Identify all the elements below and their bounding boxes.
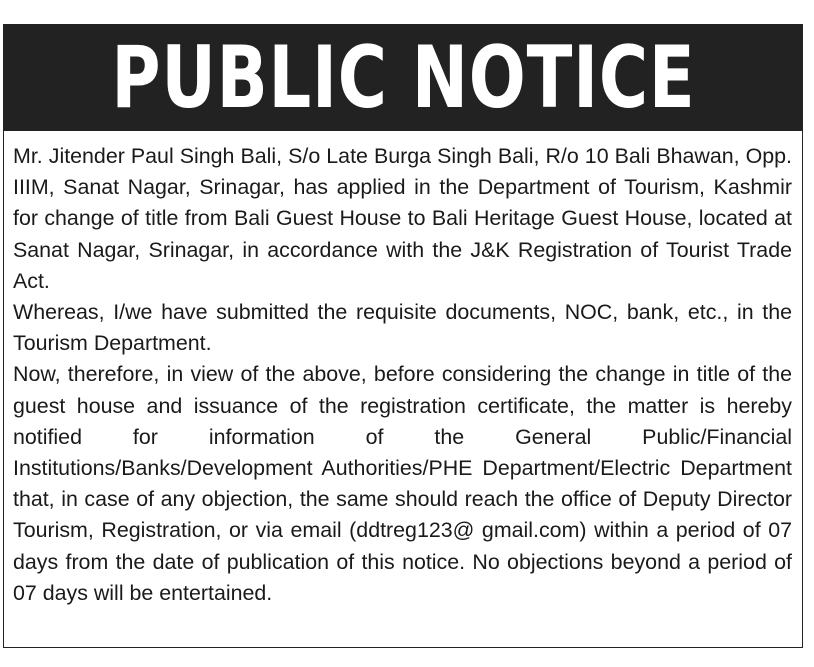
notice-paragraph-applicant: Mr. Jitender Paul Singh Bali, S/o Late Burga Singh Bali, R/o 10 Bali Bhawan, Opp. IIIM, Sanat Nagar, Srinagar, has applied in the Department of Tourism, Kashmir for change of title from Bali Guest House to Bali Heritage Guest House, located at Sanat Nagar, Srinagar, in accordance with the J&K Registration of Tourist Trade Act. — [13, 144, 792, 293]
notice-paragraph-objections: Now, therefore, in view of the above, before considering the change in title of the guest house and issuance of the registration certificate, the matter is hereby notified for information of the General Public/Financial Institutions/Banks/Development Authorities/PHE Department/Electric Department that, in case of any objection, the same should reach the office of Deputy Director Tourism, Registration, or via email (ddtreg123@ gmail.com) within a period of 07 days from the date of publication of this notice. No objections beyond a period of 07 days will be entertained. — [13, 362, 792, 605]
notice-body — [4, 131, 802, 609]
notice-title: PUBLIC NOTICE — [110, 28, 696, 128]
public-notice-box — [3, 24, 803, 648]
notice-paragraph-documents: Whereas, I/we have submitted the requisite documents, NOC, bank, etc., in the Tourism Department. — [13, 300, 792, 356]
title-bar — [4, 25, 802, 131]
